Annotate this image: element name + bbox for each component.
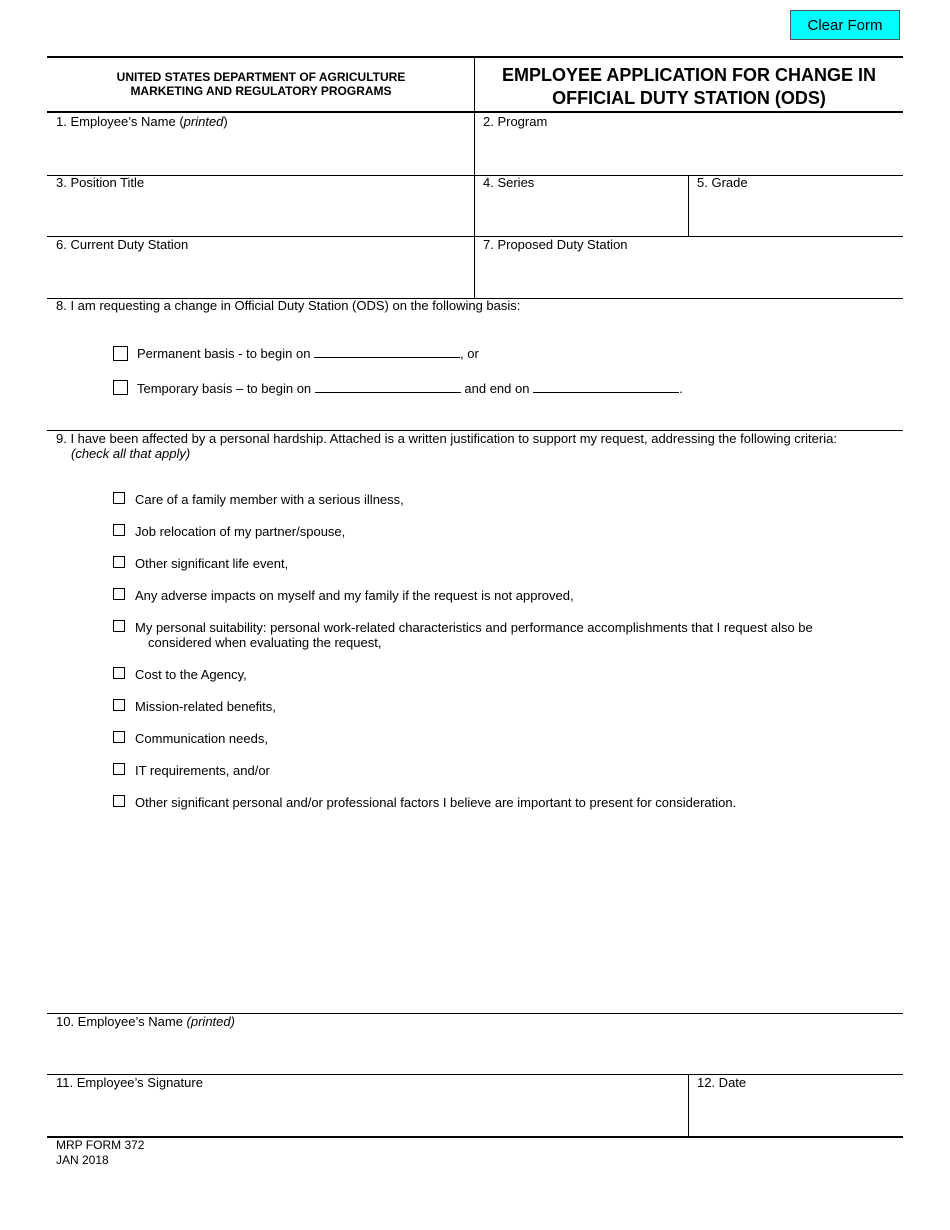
clear-form-button[interactable]: Clear Form bbox=[790, 10, 900, 40]
form-title-line-1: EMPLOYEE APPLICATION FOR CHANGE IN bbox=[501, 65, 877, 85]
employee-name-field[interactable] bbox=[48, 112, 473, 175]
series-field[interactable] bbox=[475, 176, 687, 236]
footer-employee-name-field[interactable] bbox=[48, 1014, 902, 1074]
signature-label: 11. Employee’s Signature bbox=[56, 1075, 203, 1090]
criteria-checkbox-2[interactable] bbox=[113, 524, 125, 536]
criteria-checkbox-10[interactable] bbox=[113, 795, 125, 807]
date-label: 12. Date bbox=[697, 1075, 747, 1090]
criteria-item-2: Job relocation of my partner/spouse, bbox=[135, 524, 346, 539]
temporary-end-date-blank[interactable] bbox=[533, 381, 679, 393]
permanent-basis-checkbox[interactable] bbox=[113, 346, 128, 361]
criteria-checkbox-5[interactable] bbox=[113, 620, 125, 632]
grade-field[interactable] bbox=[689, 176, 902, 236]
criteria-item-5: My personal suitability: personal work-related characteristics and performance accomplishments that I request also be bbox=[135, 620, 813, 635]
criteria-checkbox-3[interactable] bbox=[113, 556, 125, 568]
position-title-label: 3. Position Title bbox=[56, 175, 145, 190]
form-date: JAN 2018 bbox=[56, 1153, 109, 1167]
date-field[interactable] bbox=[689, 1075, 902, 1136]
criteria-item-10: Other significant personal and/or professional factors I believe are important to present for consideration. bbox=[135, 795, 737, 810]
current-duty-station-label: 6. Current Duty Station bbox=[56, 237, 189, 252]
proposed-duty-station-field[interactable] bbox=[475, 237, 902, 297]
signature-field[interactable] bbox=[48, 1075, 687, 1136]
footer-employee-name-label: 10. Employee’s Name (printed) bbox=[56, 1014, 235, 1029]
position-title-field[interactable] bbox=[48, 176, 473, 236]
permanent-basis-option: Permanent basis - to begin on , or bbox=[137, 346, 479, 361]
section-9-label: 9. I have been affected by a personal hardship. Attached is a written justification to support my request, addressing the following criteria: bbox=[56, 431, 837, 446]
temporary-basis-checkbox[interactable] bbox=[113, 380, 128, 395]
form-title-line-2: OFFICIAL DUTY STATION (ODS) bbox=[552, 88, 826, 108]
agency-line-1: UNITED STATES DEPARTMENT OF AGRICULTURE bbox=[116, 70, 406, 84]
current-duty-station-field[interactable] bbox=[48, 237, 473, 297]
form-number: MRP FORM 372 bbox=[56, 1138, 145, 1152]
criteria-checkbox-8[interactable] bbox=[113, 731, 125, 743]
criteria-checkbox-1[interactable] bbox=[113, 492, 125, 504]
footer-bottom-rule bbox=[47, 1136, 903, 1138]
criteria-item-8: Communication needs, bbox=[135, 731, 268, 746]
temporary-start-date-blank[interactable] bbox=[315, 381, 461, 393]
employee-name-label: 1. Employee’s Name (printed) bbox=[56, 114, 228, 129]
section-8-label: 8. I am requesting a change in Official Duty Station (ODS) on the following basis: bbox=[56, 298, 521, 313]
criteria-item-3: Other significant life event, bbox=[135, 556, 289, 571]
proposed-duty-station-label: 7. Proposed Duty Station bbox=[483, 237, 628, 252]
grade-label: 5. Grade bbox=[697, 175, 748, 190]
temporary-basis-option: Temporary basis – to begin on and end on . bbox=[137, 381, 683, 396]
section-9-note: (check all that apply) bbox=[71, 446, 191, 461]
criteria-checkbox-6[interactable] bbox=[113, 667, 125, 679]
agency-name bbox=[48, 70, 474, 98]
agency-line-2: MARKETING AND REGULATORY PROGRAMS bbox=[130, 84, 392, 98]
temporary-basis-text: Temporary basis – to begin on bbox=[137, 381, 315, 396]
criteria-checkbox-4[interactable] bbox=[113, 588, 125, 600]
permanent-start-date-blank[interactable] bbox=[314, 346, 460, 358]
criteria-item-4: Any adverse impacts on myself and my family if the request is not approved, bbox=[135, 588, 574, 603]
program-label: 2. Program bbox=[483, 114, 548, 129]
criteria-item-5-continued: considered when evaluating the request, bbox=[148, 635, 382, 650]
series-label: 4. Series bbox=[483, 175, 535, 190]
criteria-item-1: Care of a family member with a serious illness, bbox=[135, 492, 404, 507]
criteria-item-6: Cost to the Agency, bbox=[135, 667, 247, 682]
header-top-rule bbox=[47, 56, 903, 58]
criteria-item-9: IT requirements, and/or bbox=[135, 763, 270, 778]
form-title bbox=[475, 64, 903, 110]
criteria-checkbox-7[interactable] bbox=[113, 699, 125, 711]
criteria-checkbox-9[interactable] bbox=[113, 763, 125, 775]
permanent-basis-text: Permanent basis - to begin on bbox=[137, 346, 315, 361]
criteria-item-7: Mission-related benefits, bbox=[135, 699, 276, 714]
program-field[interactable] bbox=[475, 112, 902, 175]
